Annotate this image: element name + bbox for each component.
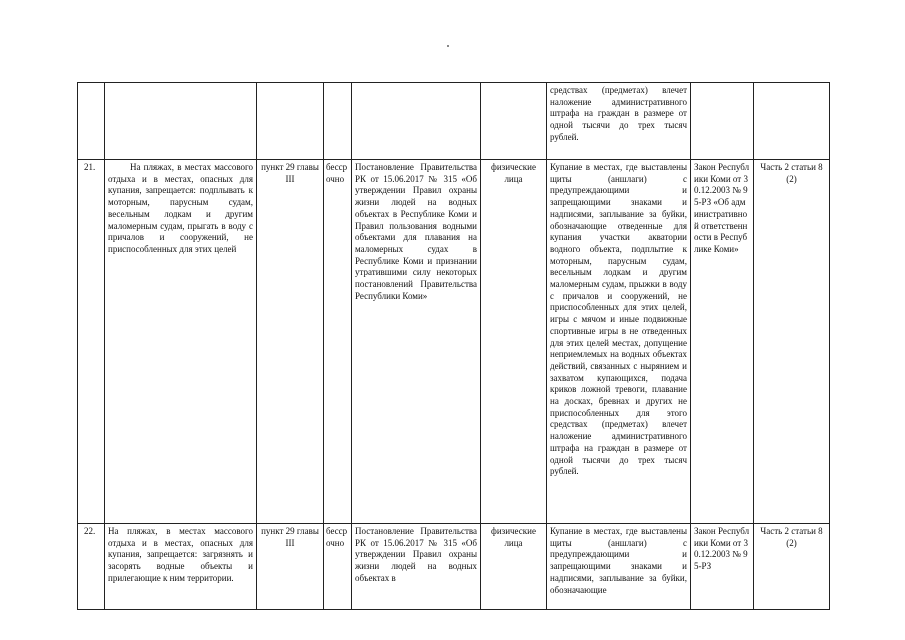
violation-cell: Купание в местах, где выставлены щиты (аншлаги) с предупреждающими и запрещающими знаками и надписями, заплывание за буйки, обозначающие отведенные для купания участки акватории водного объекта, подплытие к моторным, парусным судам, весельным лодкам и другим маломерным судам, прыжки в воду с причалов и сооружений, не приспособленных для этих целей, игры с мячом и иные подвижные спортивные игры в не отведенных для этих целей местах, допущение неприемлемых на водных объектах действий, связанных с нырянием и захватом купающихся, подача криков ложной тревоги, плавание на досках, бревнах и других не приспособленных для этого средствах (предметах) влечет наложение административного штрафа на граждан в размере от одной тысячи до трех тысяч рублей. <box>547 160 691 524</box>
violation-cell: средствах (предметах) влечет наложение административного штрафа на граждан в размере от одной тысячи до трех тысяч рублей. <box>547 83 691 160</box>
row-number: 22. <box>78 524 105 610</box>
subject-cell: физические лица <box>481 160 547 524</box>
term-cell: бессрочно <box>324 524 352 610</box>
violation-cell: Купание в местах, где выставлены щиты (аншлаги) с предупреждающими и запрещающими знаками и надписями, заплывание за буйки, обозначающие <box>547 524 691 610</box>
act-cell <box>352 83 481 160</box>
table-row <box>78 83 830 160</box>
row-number: 21. <box>78 160 105 524</box>
term-cell <box>324 83 352 160</box>
requirement-cell <box>105 83 257 160</box>
part-cell: Часть 2 статьи 8 (2) <box>754 524 830 610</box>
term-cell: бессрочно <box>324 160 352 524</box>
act-cell: Постановление Правительства РК от 15.06.2017 № 315 «Об утверждении Правил охраны жизни людей на водных объектах в Республике Коми и Правил пользования водными объектами для плавания на маломерных судах в Республике Коми и признании утратившими силу некоторых постановлений Правительства Республики Коми» <box>352 160 481 524</box>
requirement-cell: На пляжах, в местах массового отдыха и в местах, опасных для купания, запрещается: загрязнять и засорять водные объекты и прилегающие к ним территории. <box>105 524 257 610</box>
requirement-cell: На пляжах, в местах массового отдыха и в местах, опасных для купания, запрещается: подплывать к моторным, парусным судам, весельным лодкам и другим маломерным судам, прыгать в воду с причалов и сооружений, не приспособленных для этих целей <box>105 160 257 524</box>
subject-cell: физические лица <box>481 524 547 610</box>
law-cell: Закон Республики Коми от 30.12.2003 № 95-РЗ <box>691 524 754 610</box>
requirements-table <box>77 82 830 610</box>
part-cell <box>754 83 830 160</box>
law-cell <box>691 83 754 160</box>
act-cell: Постановление Правительства РК от 15.06.2017 № 315 «Об утверждении Правил охраны жизни людей на водных объектах в <box>352 524 481 610</box>
point-cell: пункт 29 главы III <box>257 160 324 524</box>
point-cell: пункт 29 главы III <box>257 524 324 610</box>
subject-cell <box>481 83 547 160</box>
table-row <box>78 524 830 610</box>
row-number <box>78 83 105 160</box>
point-cell <box>257 83 324 160</box>
law-cell: Закон Республики Коми от 30.12.2003 № 95-РЗ «Об административной ответственности в Республике Коми» <box>691 160 754 524</box>
table-row <box>78 160 830 524</box>
scan-speck <box>447 45 449 47</box>
part-cell: Часть 2 статьи 8 (2) <box>754 160 830 524</box>
